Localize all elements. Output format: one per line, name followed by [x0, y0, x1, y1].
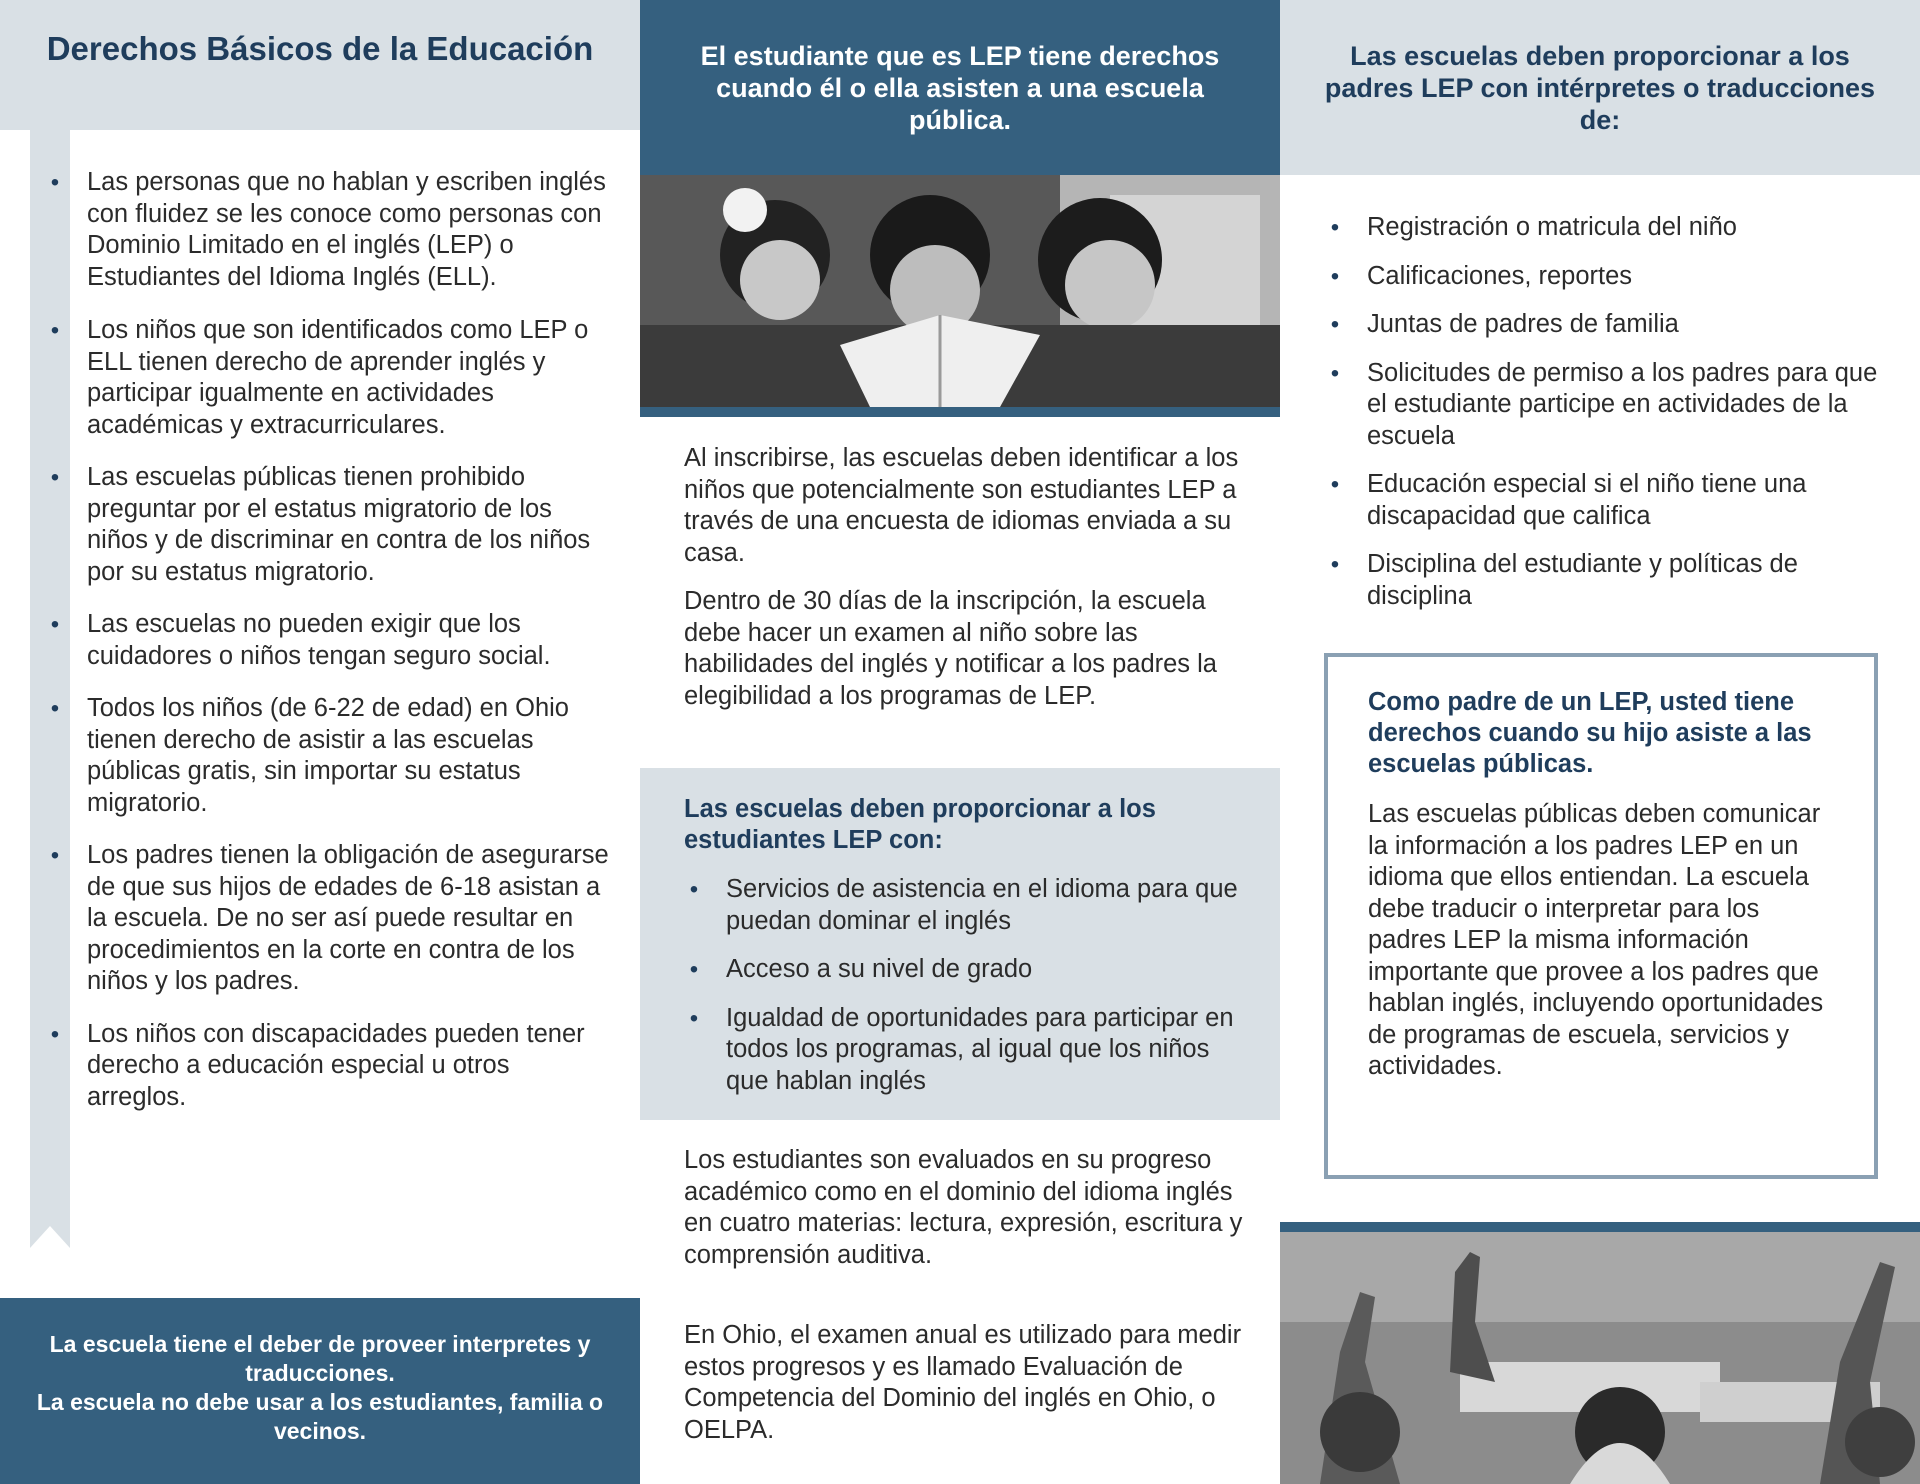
ribbon-notch	[30, 1226, 70, 1248]
bullet-icon: •	[50, 842, 60, 869]
list-item: • Los padres tienen la obligación de asegurarse de que sus hijos de edades de 6-18 asistan a la escuela. De no ser así puede resultar en procedimientos en la corte en contra de los niños y los padres.	[45, 840, 615, 998]
column-basic-rights	[0, 0, 640, 1484]
column1-title: Derechos Básicos de la Educación	[46, 30, 594, 67]
list-item: • Las escuelas no pueden exigir que los cuidadores o niños tengan seguro social.	[45, 609, 615, 672]
list-item: • Juntas de padres de familia	[1325, 309, 1895, 341]
evaluation-paragraph: Los estudiantes son evaluados en su progreso académico como en el dominio del idioma inglés en cuatro materias: lectura, expresión, escritura y comprensión auditiva.	[684, 1146, 1243, 1269]
enrollment-paragraph: Al inscribirse, las escuelas deben identificar a los niños que potencialmente son estudiantes LEP a través de una encuesta de idiomas enviada a su casa.	[684, 444, 1239, 567]
basic-rights-list	[45, 167, 615, 1134]
bullet-icon: •	[1330, 311, 1340, 338]
student-services-list	[684, 874, 1244, 1114]
list-item: • Calificaciones, reportes	[1325, 261, 1895, 293]
list-item: • Los niños que son identificados como LEP o ELL tienen derecho de aprender inglés y participar igualmente en actividades académicas y extracurriculares.	[45, 315, 615, 441]
list-item: • Servicios de asistencia en el idioma para que puedan dominar el inglés	[684, 874, 1244, 937]
column-parent-rights	[1280, 0, 1920, 1484]
list-item: • Las personas que no hablan y escriben inglés con fluidez se les conoce como personas con Dominio Limitado en el inglés (LEP) o Estudiantes del Idioma Inglés (ELL).	[45, 167, 615, 293]
list-item: • Los niños con discapacidades pueden tener derecho a educación especial u otros arreglos.	[45, 1019, 615, 1114]
list-item: • Disciplina del estudiante y políticas de disciplina	[1325, 549, 1895, 612]
list-item: • Las escuelas públicas tienen prohibido preguntar por el estatus migratorio de los niños y de discriminar en contra de los niños por su estatus migratorio.	[45, 462, 615, 588]
bullet-icon: •	[50, 317, 60, 344]
bullet-icon: •	[50, 611, 60, 638]
oelpa-paragraph: En Ohio, el examen anual es utilizado para medir estos progresos y es llamado Evaluación de Competencia del Dominio del inglés en Ohio, o OELPA.	[684, 1321, 1242, 1444]
list-item: • Todos los niños (de 6-22 de edad) en Ohio tienen derecho de asistir a las escuelas públicas gratis, sin importar su estatus migratorio.	[45, 693, 615, 819]
parent-rights-title: Como padre de un LEP, usted tiene derechos cuando su hijo asiste a las escuelas públicas.	[1368, 688, 1812, 778]
column3-title: Las escuelas deben proporcionar a los padres LEP con intérpretes o traducciones de:	[1324, 41, 1876, 135]
assessment-paragraph: Dentro de 30 días de la inscripción, la escuela debe hacer un examen al niño sobre las habilidades del inglés y notificar a los padres la elegibilidad a los programas de LEP.	[684, 587, 1217, 710]
column3-header	[1280, 0, 1920, 175]
column2-title: El estudiante que es LEP tiene derechos cuando él o ella asisten a una escuela pública.	[700, 41, 1220, 135]
bullet-icon: •	[50, 464, 60, 491]
parent-rights-text: Las escuelas públicas deben comunicar la información a los padres LEP en un idioma que ellos entiendan. La escuela debe traducir o interpretar para los padres LEP la misma información importante que provee a los padres que hablan inglés, incluyendo oportunidades de programas de escuela, servicios y actividades.	[1368, 800, 1824, 1080]
bullet-icon: •	[1330, 551, 1340, 578]
student-services-title: Las escuelas deben proporcionar a los estudiantes LEP con:	[684, 795, 1156, 854]
photo-accent-bar	[640, 407, 1280, 417]
children-reading-illustration	[640, 175, 1280, 407]
list-item: • Igualdad de oportunidades para participar en todos los programas, al igual que los niños que hablan inglés	[684, 1003, 1244, 1098]
bullet-icon: •	[1330, 262, 1340, 290]
classroom-illustration	[1280, 1232, 1920, 1484]
bullet-icon: •	[1330, 359, 1340, 387]
bullet-icon: •	[1330, 471, 1340, 498]
column2-header	[640, 0, 1280, 175]
children-reading-photo	[640, 175, 1280, 407]
parent-rights-box	[1324, 653, 1878, 1179]
bullet-icon: •	[50, 1020, 60, 1048]
list-item: • Registración o matricula del niño	[1325, 212, 1895, 244]
bullet-icon: •	[1330, 214, 1340, 241]
translation-items-list	[1325, 212, 1895, 629]
column1-header	[0, 0, 640, 130]
list-item: • Solicitudes de permiso a los padres para que el estudiante participe en actividades de la escuela	[1325, 358, 1895, 453]
student-services-box	[640, 768, 1280, 1120]
bullet-icon: •	[689, 876, 699, 903]
bullet-icon: •	[50, 695, 60, 722]
classroom-raised-hands-photo	[1280, 1232, 1920, 1484]
bullet-icon: •	[50, 169, 60, 196]
footer-text: La escuela tiene el deber de proveer interpretes y traducciones. La escuela no debe usar a los estudiantes, familia o vecinos.	[36, 1331, 604, 1444]
bullet-icon: •	[689, 1004, 699, 1032]
list-item: • Acceso a su nivel de grado	[684, 954, 1244, 986]
bullet-icon: •	[689, 956, 699, 983]
list-item: • Educación especial si el niño tiene una discapacidad que califica	[1325, 469, 1895, 532]
column-student-rights	[640, 0, 1280, 1484]
photo-accent-bar	[1280, 1222, 1920, 1232]
column1-footer-banner	[0, 1298, 640, 1484]
